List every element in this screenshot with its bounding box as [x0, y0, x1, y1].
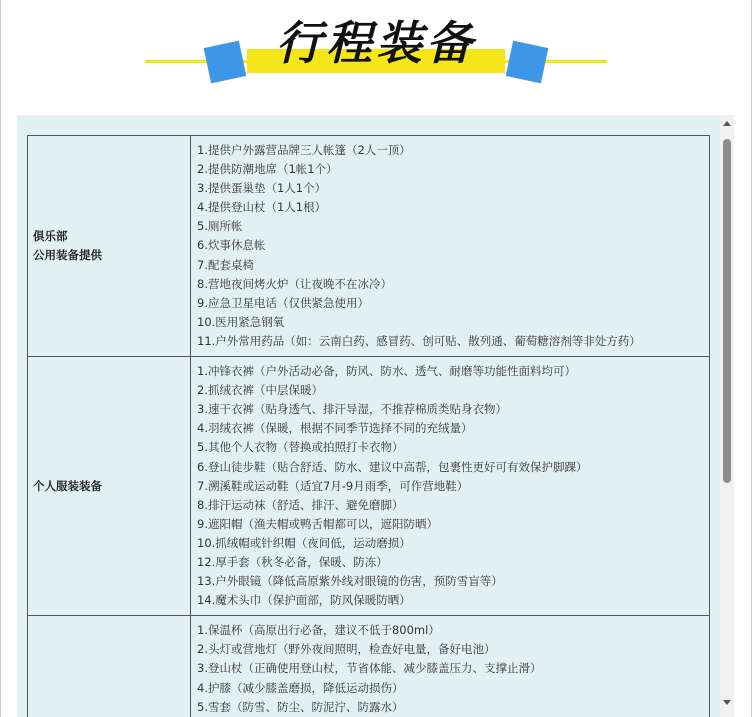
equipment-item: 12.厚手套（秋冬必备，保暖、防冻）: [197, 554, 388, 569]
equipment-item: 8.排汗运动袜（舒适、排汗、避免磨脚）: [197, 497, 404, 512]
equipment-item: 2.抓绒衣裤（中层保暖）: [197, 383, 323, 398]
equipment-item: 5.雪套（防雪、防尘、防泥泞、防露水）: [197, 699, 404, 714]
equipment-item: 1.保温杯（高原出行必备，建议不低于800ml）: [197, 623, 440, 638]
category-label: 个人服装装备: [33, 478, 102, 493]
frame-left-border: [0, 0, 1, 717]
equipment-item: 4.护膝（减少膝盖磨损，降低运动损伤）: [197, 680, 404, 695]
equipment-item: 8.营地夜间烤火炉（让夜晚不在冰冷）: [197, 276, 392, 291]
items-cell: [191, 616, 710, 717]
equipment-row: [28, 357, 710, 616]
equipment-item: 7.配套桌椅: [197, 257, 254, 272]
equipment-item: 1.提供户外露营品牌三人帐篷（2人一顶）: [197, 143, 411, 157]
equipment-item: 9.应急卫星电话（仅供紧急使用）: [197, 295, 369, 310]
equipment-item: 2.提供防潮地席（1帐1个）: [197, 162, 338, 177]
equipment-table: [27, 135, 710, 717]
equipment-panel[interactable]: [17, 115, 720, 717]
category-label: 公用装备提供: [33, 248, 102, 263]
vertical-scrollbar[interactable]: [720, 115, 734, 717]
equipment-row: [28, 136, 710, 357]
equipment-item: 14.魔术头巾（保护面部，防风保暖防晒）: [197, 593, 411, 608]
equipment-item: 6.炊事休息帐: [197, 238, 266, 253]
equipment-item: 13.户外眼镜（降低高原紫外线对眼镜的伤害，预防雪盲等）: [197, 574, 503, 589]
equipment-item: 1.冲锋衣裤（户外活动必备，防风、防水、透气、耐磨等功能性面料均可）: [197, 364, 576, 379]
equipment-item: 7.溯溪鞋或运动鞋（适宜7月-9月雨季，可作营地鞋）: [197, 478, 469, 493]
scroll-down-arrow-icon[interactable]: [723, 700, 731, 705]
equipment-item: 9.遮阳帽（渔夫帽或鸭舌帽都可以，遮阳防晒）: [197, 516, 438, 531]
title-banner: [0, 0, 752, 100]
scroll-up-arrow-icon[interactable]: [723, 121, 731, 126]
category-label: 俱乐部: [33, 229, 68, 244]
equipment-item: 3.提供蛋巢垫（1人1个）: [197, 181, 327, 196]
equipment-item: 11.户外常用药品（如：云南白药、感冒药、创可贴、散列通、葡萄糖溶剂等非处方药）: [197, 333, 641, 348]
category-cell: [28, 357, 191, 616]
equipment-item: 3.速干衣裤（贴身透气、排汗导湿，不推荐棉质类贴身衣物）: [197, 402, 507, 417]
equipment-item: 6.登山徒步鞋（贴合舒适、防水、建议中高帮，包裹性更好可有效保护脚踝）: [197, 459, 588, 474]
equipment-item: 5.其他个人衣物（替换或拍照打卡衣物）: [197, 440, 404, 455]
category-cell: [28, 616, 191, 717]
equipment-item: 4.羽绒衣裤（保暖，根据不同季节选择不同的充绒量）: [197, 421, 473, 436]
page-title: 行程装备: [276, 16, 476, 70]
scrollbar-thumb[interactable]: [723, 139, 731, 483]
equipment-item: 3.登山杖（正确使用登山杖，节省体能、减少膝盖压力、支撑止滑）: [197, 661, 542, 676]
category-cell: [28, 136, 191, 357]
equipment-item: 10.医用紧急钢氧: [197, 314, 285, 329]
items-cell: [191, 357, 710, 616]
equipment-item: 10.抓绒帽或针织帽（夜间低，运动磨损）: [197, 535, 411, 550]
equipment-item: 4.提供登山杖（1人1根）: [197, 200, 327, 215]
equipment-item: 5.厕所帐: [197, 219, 243, 234]
equipment-item: 2.头灯或营地灯（野外夜间照明，检查好电量，备好电池）: [197, 642, 496, 657]
items-cell: [191, 136, 710, 357]
equipment-row: [28, 616, 710, 717]
